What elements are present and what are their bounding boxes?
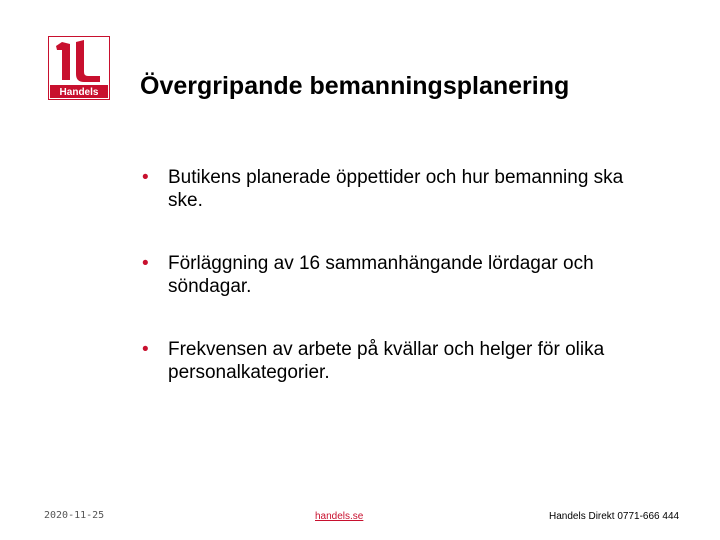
handels-logo [48, 36, 110, 100]
handels-logo-icon [48, 36, 110, 100]
bullet-icon: • [142, 167, 149, 188]
bullet-text: Frekvensen av arbete på kvällar och helger för olika personalkategorier. [168, 339, 605, 383]
slide-title: Övergripande bemanningsplanering [140, 72, 570, 100]
bullet-icon: • [142, 339, 149, 360]
footer-contact: Handels Direkt 0771-666 444 [549, 511, 680, 522]
bullet-icon: • [142, 253, 149, 274]
bullet-item [142, 252, 662, 298]
bullet-item [142, 338, 662, 384]
bullet-text: Förläggning av 16 sammanhängande lördagar och söndagar. [168, 253, 594, 297]
footer-website-link[interactable]: handels.se [315, 511, 364, 522]
svg-text:Handels: Handels [59, 87, 99, 98]
bullet-item [142, 166, 662, 212]
footer-date: 2020-11-25 [44, 510, 105, 521]
bullet-text: Butikens planerade öppettider och hur bemanning ska ske. [168, 167, 624, 211]
bullet-list [142, 166, 662, 424]
